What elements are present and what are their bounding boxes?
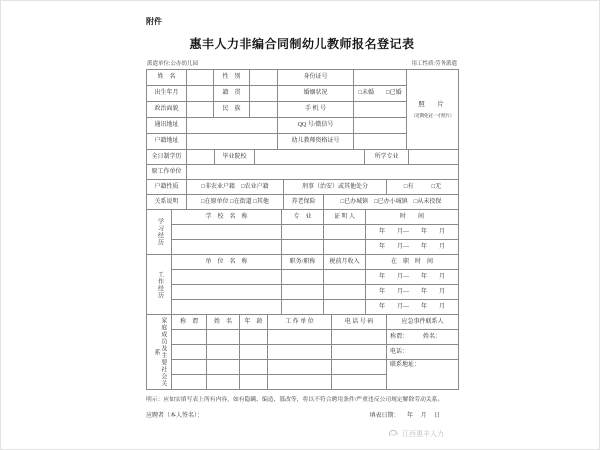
family-relation-field <box>172 330 207 345</box>
study-major-field <box>282 225 324 240</box>
ethnicity-label: 民 族 <box>214 102 250 118</box>
date-month-label: 月 <box>420 413 427 419</box>
basic-info-table <box>146 69 459 150</box>
mail-address-field <box>187 118 278 134</box>
work-income-field <box>324 285 366 300</box>
emergency-phone-line: 电话： <box>387 345 459 360</box>
native-place-field <box>250 86 278 102</box>
family-name-field <box>207 360 240 375</box>
disclosure-note: 明示：应如实填写表上所有内容，如有隐瞒、编造、篡改等，将以不符合聘用条件/严重违反公司规定解除劳动关系。 <box>146 397 444 403</box>
applicant-signature-label: 应聘者（本人签名）： <box>146 413 204 419</box>
birth-field <box>187 86 214 102</box>
residence-address-label: 户籍地址 <box>147 134 187 150</box>
native-place-label: 籍 贯 <box>214 86 250 102</box>
work-title-field <box>282 270 324 285</box>
emergency-contact-header: 应急事件联系人 <box>387 315 459 330</box>
family-relation-field <box>172 375 207 390</box>
family-phone-field <box>332 330 387 345</box>
gender-field <box>250 70 278 86</box>
family-unit-header: 工 作 单 位 <box>268 315 332 330</box>
teacher-cert-field <box>354 134 407 150</box>
work-income-field <box>324 270 366 285</box>
company-watermark <box>1 428 600 439</box>
qq-wechat-field <box>354 118 407 134</box>
work-unit-header: 单 位 名 称 <box>172 255 282 270</box>
study-reference-field <box>324 225 366 240</box>
study-school-field <box>172 225 282 240</box>
study-time-header: 时 间 <box>366 210 459 225</box>
study-reference-header: 证 明 人 <box>324 210 366 225</box>
family-age-header: 年 龄 <box>240 315 268 330</box>
family-name-header: 姓 名 <box>207 315 240 330</box>
hukou-type-label: 户籍性质 <box>147 180 187 195</box>
fulltime-edu-field <box>187 150 215 165</box>
emergency-name-line: 称谓： 姓名： <box>387 330 459 345</box>
qq-wechat-label: QQ 号/微信号 <box>278 118 354 134</box>
family-relation-field <box>172 360 207 375</box>
work-income-field <box>324 300 366 315</box>
family-name-field <box>207 330 240 345</box>
criminal-label: 刑事（治安）或其他处分 <box>284 180 387 195</box>
former-unit-row-table <box>146 164 459 180</box>
gender-label: 性 别 <box>214 70 250 86</box>
work-time-hint: 年 月— 年 月 <box>366 270 459 285</box>
major-field <box>409 150 459 165</box>
date-day-label: 日 <box>433 413 440 419</box>
family-age-field <box>240 375 268 390</box>
study-section-label: 学习经历 <box>147 210 172 255</box>
id-number-label: 身份证号 <box>278 70 354 86</box>
grad-school-label: 毕业院校 <box>215 150 255 165</box>
id-number-field <box>354 70 407 86</box>
work-time-header: 在 职 时 间 <box>366 255 459 270</box>
education-row-table <box>146 149 459 165</box>
relation-checkboxes: □在原单位 □在街道 □其他 <box>187 195 284 210</box>
family-unit-field <box>268 330 332 345</box>
study-history-table <box>146 209 459 255</box>
family-relation-header: 称 谓 <box>172 315 207 330</box>
family-phone-field <box>332 375 387 390</box>
emergency-address-line: 联系地址： <box>387 360 459 390</box>
photo-note: （近期免冠一寸照片） <box>411 112 454 118</box>
relation-note-label: 关系说明 <box>147 195 187 210</box>
ethnicity-field <box>250 102 278 118</box>
pension-checkboxes: □已办城镇 □已办小城镇 □从未投保 <box>324 195 459 210</box>
study-time-hint: 年 月— 年 月 <box>366 240 459 255</box>
date-year-label: 年 <box>406 413 413 419</box>
form-subheader <box>146 59 458 67</box>
work-unit-field <box>172 300 282 315</box>
relation-row-table <box>146 194 459 210</box>
major-label: 所学专业 <box>365 150 409 165</box>
family-unit-field <box>268 375 332 390</box>
name-field <box>187 70 214 86</box>
political-field <box>187 102 214 118</box>
family-age-field <box>240 360 268 375</box>
form-content <box>146 16 458 419</box>
photo-box <box>407 70 459 150</box>
company-logo-icon <box>388 428 399 439</box>
teacher-cert-label: 幼儿教师资格证号 <box>278 134 354 150</box>
family-age-field <box>240 345 268 360</box>
mail-address-label: 通讯地址 <box>147 118 187 134</box>
family-section-label: 家庭成员及主要社会关系 <box>147 315 172 390</box>
work-title-field <box>282 285 324 300</box>
attachment-label: 附件 <box>146 17 162 26</box>
fill-date-label: 填表日期： <box>369 413 400 419</box>
former-unit-label: 原工作单位 <box>147 165 187 180</box>
work-income-header: 税前月收入 <box>324 255 366 270</box>
photo-label: 照 片 <box>418 101 447 109</box>
study-major-field <box>282 240 324 255</box>
family-name-field <box>207 345 240 360</box>
hukou-row-table <box>146 179 459 195</box>
family-relation-field <box>172 345 207 360</box>
work-time-hint: 年 月— 年 月 <box>366 285 459 300</box>
work-history-table <box>146 254 459 315</box>
study-major-header: 专 业 <box>282 210 324 225</box>
work-unit-field <box>172 270 282 285</box>
family-name-field <box>207 375 240 390</box>
family-phone-field <box>332 360 387 375</box>
family-members-table <box>146 314 459 390</box>
criminal-checkboxes: □有 □无 <box>387 180 459 195</box>
grad-school-field <box>255 150 365 165</box>
marital-checkboxes: □未婚 □已婚 <box>354 86 407 102</box>
work-title-header: 职务/职称 <box>282 255 324 270</box>
mobile-label: 手 机 号 <box>278 102 354 118</box>
family-age-field <box>240 330 268 345</box>
mobile-field <box>354 102 407 118</box>
work-unit-field <box>172 285 282 300</box>
fill-date <box>363 410 440 419</box>
birth-label: 出生年月 <box>147 86 187 102</box>
fulltime-edu-label: 全日制学历 <box>147 150 187 165</box>
hukou-checkboxes: □非农业户籍 □农业户籍 <box>187 180 284 195</box>
page-title: 惠丰人力非编合同制幼儿教师报名登记表 <box>189 37 415 51</box>
residence-address-field <box>187 134 278 150</box>
dispatch-unit-label: 派遣单位:公办幼儿园 <box>147 61 199 67</box>
study-reference-field <box>324 240 366 255</box>
former-unit-field <box>187 165 459 180</box>
company-watermark-text: 江西惠丰人力 <box>402 430 444 438</box>
work-title-field <box>282 300 324 315</box>
signature-line <box>146 410 458 419</box>
work-time-hint: 年 月— 年 月 <box>366 300 459 315</box>
work-section-label: 工作经历 <box>147 255 172 315</box>
study-school-field <box>172 240 282 255</box>
name-label: 姓 名 <box>147 70 187 86</box>
political-label: 政治面貌 <box>147 102 187 118</box>
study-time-hint: 年 月— 年 月 <box>366 225 459 240</box>
pension-label: 养老保险 <box>284 195 324 210</box>
family-unit-field <box>268 360 332 375</box>
employment-type-label: 用工性质:劳务派遣 <box>411 61 457 67</box>
family-phone-header: 电 话 号 码 <box>332 315 387 330</box>
family-phone-field <box>332 345 387 360</box>
marital-label: 婚姻状况 <box>278 86 354 102</box>
study-school-header: 学 校 名 称 <box>172 210 282 225</box>
family-unit-field <box>268 345 332 360</box>
